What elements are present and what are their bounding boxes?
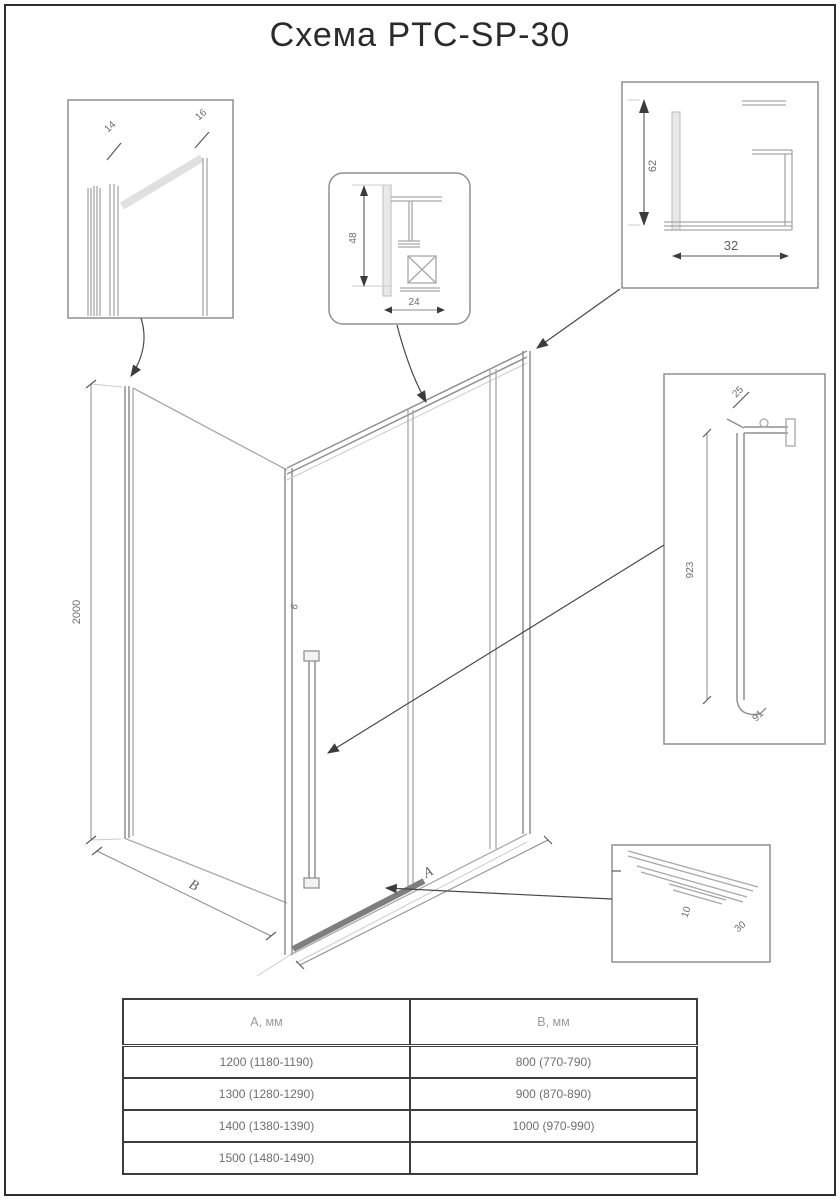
floor-line	[257, 955, 290, 976]
bottom-rail-height-label: 10	[679, 905, 694, 920]
wall-profile-dim-small-label: 14	[102, 119, 119, 135]
glass-edge-1	[408, 410, 413, 890]
depth-dim-label: B	[186, 877, 201, 895]
depth-dimension	[92, 847, 276, 940]
main-drawing	[71, 351, 552, 976]
leader-top-rail	[397, 325, 426, 402]
height-dim-label: 2000	[71, 599, 83, 625]
table-header-row	[123, 999, 697, 1046]
top-rail-shadow	[287, 363, 527, 480]
corner-width-label: 32	[723, 238, 739, 253]
height-dimension	[71, 380, 122, 844]
cell-b: 800 (770-790)	[410, 1046, 697, 1079]
detail-wall-profile	[68, 100, 233, 376]
top-rail	[287, 351, 527, 474]
table-row	[123, 1046, 697, 1079]
cell-a: 1200 (1180-1190)	[123, 1046, 410, 1079]
table-row	[123, 1142, 697, 1174]
handle-bottom-dim-label: 91	[750, 708, 767, 725]
cell-b: 900 (870-890)	[410, 1078, 697, 1110]
door-handle	[304, 651, 319, 888]
leader-corner-profile	[537, 289, 620, 348]
cell-b: 1000 (970-990)	[410, 1110, 697, 1142]
handle-bottom-cap	[304, 878, 319, 888]
detail-top-rail-box	[329, 173, 470, 324]
handle-bar	[309, 661, 315, 878]
size-table	[122, 998, 698, 1175]
cell-a: 1500 (1480-1490)	[123, 1142, 410, 1174]
side-panel-bottom-edge	[124, 838, 287, 903]
depth-dim-line	[97, 851, 271, 936]
top-rail-width-label: 24	[408, 297, 420, 308]
width-dimension	[296, 836, 552, 969]
cell-a: 1300 (1280-1290)	[123, 1078, 410, 1110]
col-header-b: B, мм	[410, 999, 697, 1046]
corner-height-label: 62	[647, 159, 659, 173]
width-dim-label: A	[421, 864, 436, 882]
leader-bottom-rail	[386, 888, 612, 899]
corner-post	[285, 468, 292, 955]
detail-handle	[328, 374, 825, 753]
side-panel-top-edge	[133, 388, 287, 470]
cell-a: 1400 (1380-1390)	[123, 1110, 410, 1142]
leader-wall-profile	[131, 318, 144, 376]
height-ext-lines	[91, 384, 122, 840]
handle-length-label: 923	[685, 561, 696, 579]
wall-profile-lines	[125, 386, 129, 838]
col-header-a: A, мм	[123, 999, 410, 1046]
right-end-profile	[523, 351, 530, 834]
cell-b	[410, 1142, 697, 1174]
wall-profile-dim-large-label: 16	[193, 107, 210, 123]
detail-corner-profile-box	[622, 82, 818, 288]
detail-corner-profile	[537, 82, 818, 348]
corner-glass-bar	[672, 112, 680, 230]
rail-glass-bar	[383, 185, 391, 296]
handle-top-dim-label: 25	[730, 384, 747, 401]
top-rail-height-label: 48	[348, 232, 359, 244]
detail-top-rail	[329, 173, 470, 402]
page-title: Схема PTC-SP-30	[269, 16, 571, 54]
bottom-rail-width-label: 30	[732, 919, 749, 935]
glass-edge-2	[490, 369, 496, 849]
detail-bottom-rail-box	[612, 845, 770, 962]
width-dim-line	[300, 840, 548, 965]
table-row	[123, 1078, 697, 1110]
bottom-guide-rail	[293, 881, 424, 949]
handle-top-cap	[304, 651, 319, 661]
glass-thickness-label: 6	[288, 601, 301, 612]
detail-bottom-rail	[386, 845, 770, 962]
table-row	[123, 1110, 697, 1142]
bottom-front-edge-shadow	[296, 842, 527, 963]
